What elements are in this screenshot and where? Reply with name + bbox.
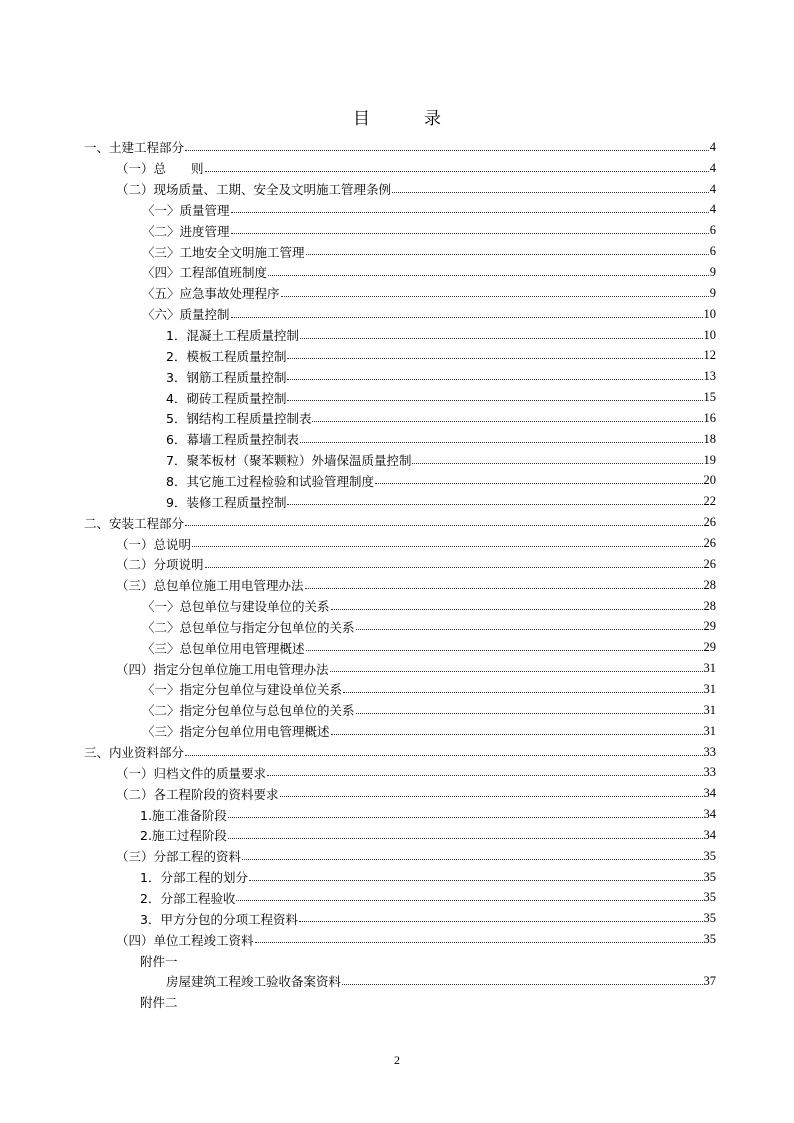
toc-entry-label: （二）现场质量、工期、安全及文明施工管理条例 <box>116 182 392 198</box>
toc-entry-label: 4．砌砖工程质量控制 <box>166 390 287 406</box>
dot-leader <box>280 796 703 797</box>
toc-entry[interactable] <box>166 491 716 512</box>
page-title: 目录 <box>353 109 495 129</box>
toc-entry-page: 4 <box>709 181 716 196</box>
toc-entry-page: 31 <box>703 702 716 717</box>
toc-entry-page: 37 <box>703 973 716 988</box>
toc-entry[interactable] <box>142 700 716 721</box>
toc-entry-page: 4 <box>709 160 716 175</box>
toc-entry[interactable] <box>116 929 716 950</box>
toc-entry[interactable] <box>84 512 716 533</box>
toc-entry-label: （二）各工程阶段的资料要求 <box>116 786 279 802</box>
dot-leader <box>287 358 702 359</box>
toc-appendix-label: 附件一 <box>140 953 178 969</box>
toc-entry-page: 18 <box>703 431 716 446</box>
dot-leader <box>185 755 702 756</box>
toc-entry[interactable] <box>166 450 716 471</box>
toc-entry[interactable] <box>116 658 716 679</box>
toc-appendix-label: 附件二 <box>140 995 178 1011</box>
dot-leader <box>356 713 703 714</box>
toc-entry-page: 34 <box>703 807 716 822</box>
toc-entry[interactable] <box>142 283 716 304</box>
toc-entry-page: 9 <box>709 285 716 300</box>
dot-leader <box>287 379 702 380</box>
dot-leader <box>306 254 709 255</box>
toc-entry-page: 33 <box>703 744 716 759</box>
dot-leader <box>228 838 703 839</box>
toc-entry-label: 一、土建工程部分 <box>84 140 185 156</box>
dot-leader <box>236 900 702 901</box>
toc-entry-page: 29 <box>703 619 716 634</box>
toc-entry-label: （四）单位工程竣工资料 <box>116 932 254 948</box>
toc-entry-label: 〈四〉工程部值班制度 <box>142 265 268 281</box>
toc-entry[interactable] <box>140 908 716 929</box>
toc-entry-label: 2.施工过程阶段 <box>140 828 227 844</box>
toc-entry-page: 10 <box>703 327 716 342</box>
toc-entry[interactable] <box>166 471 716 492</box>
dot-leader <box>281 296 709 297</box>
toc-entry[interactable] <box>142 721 716 742</box>
toc-entry-label: 〈二〉总包单位与指定分包单位的关系 <box>142 619 355 635</box>
toc-entry[interactable] <box>166 366 716 387</box>
dot-leader <box>331 609 703 610</box>
toc-entry-page: 16 <box>703 410 716 425</box>
toc-entry-label: 3．甲方分包的分项工程资料 <box>140 911 298 927</box>
dot-leader <box>231 212 709 213</box>
toc-entry[interactable] <box>142 304 716 325</box>
dot-leader <box>412 463 702 464</box>
toc-entry-page: 13 <box>703 369 716 384</box>
toc-entry-page: 9 <box>709 264 716 279</box>
toc-entry[interactable] <box>166 387 716 408</box>
toc-entry-label: （三）分部工程的资料 <box>116 849 242 865</box>
toc-entry[interactable] <box>142 220 716 241</box>
dot-leader <box>356 629 703 630</box>
toc-entry[interactable] <box>142 241 716 262</box>
toc-entry-label: 〈一〉总包单位与建设单位的关系 <box>142 599 330 615</box>
toc-entry-label: 6．幕墙工程质量控制表 <box>166 432 299 448</box>
toc-entry-page: 35 <box>703 932 716 947</box>
dot-leader <box>342 984 702 985</box>
dot-leader <box>242 859 702 860</box>
toc-entry-page: 4 <box>709 202 716 217</box>
toc-entry-page: 31 <box>703 723 716 738</box>
toc-entry-label: （二）分项说明 <box>116 557 204 573</box>
toc-entry-label: 房屋建筑工程竣工验收备案资料 <box>166 974 342 990</box>
toc-entry[interactable] <box>166 971 716 992</box>
toc-entry[interactable] <box>140 867 716 888</box>
toc-entry-label: （三）总包单位施工用电管理办法 <box>116 578 304 594</box>
toc-entry[interactable] <box>116 533 716 554</box>
toc-entry[interactable] <box>140 888 716 909</box>
toc-entry-page: 22 <box>703 494 716 509</box>
toc-entry-label: 二、安装工程部分 <box>84 515 185 531</box>
toc-entry-label: 2．模板工程质量控制 <box>166 348 287 364</box>
toc-entry-label: 〈五〉应急事故处理程序 <box>142 286 280 302</box>
toc-entry[interactable] <box>142 637 716 658</box>
toc-entry-page: 20 <box>703 473 716 488</box>
dot-leader <box>287 400 702 401</box>
dot-leader <box>287 504 702 505</box>
toc-entry[interactable] <box>116 846 716 867</box>
dot-leader <box>267 775 702 776</box>
toc-entry-page: 10 <box>703 306 716 321</box>
toc-entry[interactable] <box>140 804 716 825</box>
toc-entry[interactable] <box>166 429 716 450</box>
dot-leader <box>228 817 703 818</box>
dot-leader <box>205 171 709 172</box>
toc-entry[interactable] <box>166 408 716 429</box>
toc-entry[interactable] <box>116 763 716 784</box>
toc-entry[interactable] <box>140 825 716 846</box>
page-number: 2 <box>394 1053 400 1067</box>
toc-entry-label: 1.施工准备阶段 <box>140 807 227 823</box>
toc-entry[interactable] <box>142 617 716 638</box>
dot-leader <box>231 317 703 318</box>
toc-entry[interactable] <box>116 158 716 179</box>
toc-entry-label: 〈三〉工地安全文明施工管理 <box>142 244 305 260</box>
dot-leader <box>300 338 703 339</box>
toc-entry-page: 29 <box>703 640 716 655</box>
toc-entry[interactable] <box>84 742 716 763</box>
toc-entry-label: （四）指定分包单位施工用电管理办法 <box>116 661 329 677</box>
toc-entry-label: 〈六〉质量控制 <box>142 307 230 323</box>
dot-leader <box>249 880 703 881</box>
toc-entry[interactable] <box>116 575 716 596</box>
toc-entry[interactable] <box>142 596 716 617</box>
toc-entry-page: 12 <box>703 348 716 363</box>
dot-leader <box>185 525 702 526</box>
toc-entry-page: 4 <box>709 139 716 154</box>
dot-leader <box>305 588 703 589</box>
toc-entry-page: 34 <box>703 827 716 842</box>
toc-entry-page: 19 <box>703 452 716 467</box>
toc-entry-label: （一）总说明 <box>116 536 192 552</box>
dot-leader <box>392 192 709 193</box>
toc-entry-page: 33 <box>703 765 716 780</box>
dot-leader <box>268 275 709 276</box>
toc-entry[interactable] <box>166 325 716 346</box>
toc-entry[interactable] <box>116 554 716 575</box>
toc-entry[interactable] <box>84 137 716 158</box>
toc-entry-page: 26 <box>703 536 716 551</box>
toc-entry-label: 〈三〉总包单位用电管理概述 <box>142 640 305 656</box>
dot-leader <box>192 546 702 547</box>
toc-entry-label: 1．分部工程的划分 <box>140 870 248 886</box>
toc-entry-page: 6 <box>709 244 716 259</box>
toc-entry-label: 〈二〉进度管理 <box>142 223 230 239</box>
dot-leader <box>375 483 703 484</box>
toc-entry[interactable] <box>166 346 716 367</box>
toc-entry-page: 26 <box>703 556 716 571</box>
toc-entry[interactable] <box>116 179 716 200</box>
dot-leader <box>331 734 703 735</box>
toc-entry-label: 5．钢结构工程质量控制表 <box>166 411 312 427</box>
toc-entry-label: 〈三〉指定分包单位用电管理概述 <box>142 724 330 740</box>
toc-entry-label: 1．混凝土工程质量控制 <box>166 328 299 344</box>
dot-leader <box>255 942 703 943</box>
toc-entry-label: 7．聚苯板材（聚苯颗粒）外墙保温质量控制 <box>166 453 412 469</box>
toc-entry-page: 35 <box>703 848 716 863</box>
toc-entry[interactable] <box>142 262 716 283</box>
dot-leader <box>306 650 703 651</box>
dot-leader <box>205 567 703 568</box>
toc-entry-page: 35 <box>703 869 716 884</box>
toc-entry[interactable] <box>142 679 716 700</box>
toc-entry-label: 8．其它施工过程检验和试验管理制度 <box>166 473 374 489</box>
toc-entry[interactable] <box>116 783 716 804</box>
toc-entry-label: （一）归档文件的质量要求 <box>116 765 267 781</box>
dot-leader <box>312 421 702 422</box>
toc-entry-page: 35 <box>703 890 716 905</box>
toc-entry-label: 三、内业资料部分 <box>84 745 185 761</box>
toc-entry-label: 〈一〉质量管理 <box>142 202 230 218</box>
dot-leader <box>330 671 703 672</box>
dot-leader <box>343 692 702 693</box>
dot-leader <box>299 921 703 922</box>
toc-entry[interactable] <box>142 200 716 221</box>
toc-entry-page: 35 <box>703 911 716 926</box>
toc-entry-label: 3．钢筋工程质量控制 <box>166 369 287 385</box>
toc-entry-label: （一）总 则 <box>116 161 204 177</box>
toc-entry-label: 〈一〉指定分包单位与建设单位关系 <box>142 682 343 698</box>
toc-entry-page: 28 <box>703 598 716 613</box>
toc-entry-page: 28 <box>703 577 716 592</box>
dot-leader <box>231 233 709 234</box>
toc-entry-label: 〈二〉指定分包单位与总包单位的关系 <box>142 703 355 719</box>
dot-leader <box>185 150 709 151</box>
toc-entry-page: 31 <box>703 661 716 676</box>
toc-entry-label: 9．装修工程质量控制 <box>166 494 287 510</box>
dot-leader <box>300 442 703 443</box>
toc-entry-label: 2．分部工程验收 <box>140 890 236 906</box>
toc-entry-page: 15 <box>703 390 716 405</box>
toc-entry-page: 31 <box>703 681 716 696</box>
toc-entry-page: 6 <box>709 223 716 238</box>
toc-entry-page: 26 <box>703 515 716 530</box>
toc-entry-page: 34 <box>703 786 716 801</box>
